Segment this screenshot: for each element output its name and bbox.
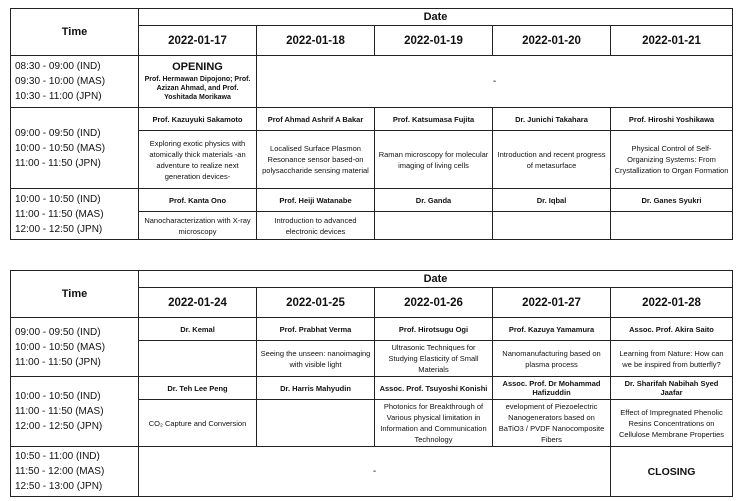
time-slot xyxy=(11,189,139,240)
talk-topic: evelopment of Piezoelectric Nanogenerators based on BaTiO3 / PVDF Nanocomposite Fibers xyxy=(493,400,611,447)
speaker-name: Dr. Ganes Syukri xyxy=(611,189,733,212)
time-ind: 09:00 - 09:50 (IND) xyxy=(15,127,101,139)
time-jpn: 12:50 - 13:00 (JPN) xyxy=(15,481,103,492)
talk-topic xyxy=(375,212,493,240)
opening-speakers: Prof. Hermawan Dipojono; Prof. Azizan Ahmad, and Prof. Yoshitada Morikawa xyxy=(144,76,251,101)
time-jpn: 12:00 - 12:50 (JPN) xyxy=(15,223,103,235)
date-cell: 2022-01-20 xyxy=(493,26,611,56)
time-slot xyxy=(11,447,139,497)
date-cell: 2022-01-28 xyxy=(611,288,733,318)
time-ind: 10:00 - 10:50 (IND) xyxy=(15,193,101,205)
talk-topic: Introduction to advanced electronic devices xyxy=(257,212,375,240)
time-ind: 10:00 - 10:50 (IND) xyxy=(15,391,101,402)
speaker-name: Assoc. Prof. Tsuyoshi Konishi xyxy=(375,377,493,400)
empty-marker: - xyxy=(139,447,611,497)
date-cell: 2022-01-17 xyxy=(139,26,257,56)
time-mas: 10:00 - 10:50 (MAS) xyxy=(15,142,106,154)
speaker-name: Prof. Prabhat Verma xyxy=(257,318,375,341)
speaker-name: Prof. Hiroshi Yoshikawa xyxy=(611,108,733,131)
time-ind: 09:00 - 09:50 (IND) xyxy=(15,326,101,338)
talk-topic xyxy=(139,341,257,377)
speaker-name: Dr. Junichi Takahara xyxy=(493,108,611,131)
opening-title: OPENING xyxy=(172,61,223,73)
talk-topic xyxy=(493,212,611,240)
talk-topic: Introduction and recent progress of metasurface xyxy=(493,131,611,189)
date-cell: 2022-01-18 xyxy=(257,26,375,56)
speaker-name: Dr. Iqbal xyxy=(493,189,611,212)
talk-topic: CO₂ Capture and Conversion xyxy=(139,400,257,447)
talk-topic xyxy=(257,400,375,447)
time-jpn: 12:00 - 12:50 (JPN) xyxy=(15,421,103,432)
time-ind: 10:50 - 11:00 (IND) xyxy=(15,451,100,462)
talk-topic: Nanocharacterization with X-ray microscopy xyxy=(139,212,257,240)
schedule-table-week1 xyxy=(10,8,733,240)
date-cell: 2022-01-26 xyxy=(375,288,493,318)
time-header: Time xyxy=(11,271,139,318)
speaker-name: Prof. Hirotsugu Ogi xyxy=(375,318,493,341)
date-cell: 2022-01-27 xyxy=(493,288,611,318)
speaker-name: Dr. Ganda xyxy=(375,189,493,212)
speaker-name: Dr. Kemal xyxy=(139,318,257,341)
date-cell: 2022-01-24 xyxy=(139,288,257,318)
time-mas: 11:00 - 11:50 (MAS) xyxy=(15,406,104,417)
talk-topic: Raman microscopy for molecular imaging of living cells xyxy=(375,131,493,189)
closing-cell: CLOSING xyxy=(611,447,733,497)
speaker-name: Prof Ahmad Ashrif A Bakar xyxy=(257,108,375,131)
talk-topic: Learning from Nature: How can we be inspired from butterfly? xyxy=(611,341,733,377)
speaker-name: Dr. Harris Mahyudin xyxy=(257,377,375,400)
time-jpn: 11:00 - 11:50 (JPN) xyxy=(15,157,101,169)
empty-marker: - xyxy=(257,56,733,108)
time-header: Time xyxy=(11,9,139,56)
time-mas: 11:50 - 12:00 (MAS) xyxy=(15,466,105,477)
talk-topic: Effect of Impregnated Phenolic Resins Concentrations on Cellulose Membrane Properties xyxy=(611,400,733,447)
date-header: Date xyxy=(139,271,733,288)
speaker-name: Prof. Kazuya Yamamura xyxy=(493,318,611,341)
time-jpn: 10:30 - 11:00 (JPN) xyxy=(15,91,102,102)
speaker-name: Prof. Heiji Watanabe xyxy=(257,189,375,212)
time-mas: 10:00 - 10:50 (MAS) xyxy=(15,341,106,353)
talk-topic: Physical Control of Self-Organizing Systems: From Crystallization to Organ Formation xyxy=(611,131,733,189)
opening-cell xyxy=(139,56,257,108)
speaker-name: Dr. Sharifah Nabihah Syed Jaafar xyxy=(611,377,733,400)
speaker-name: Dr. Teh Lee Peng xyxy=(139,377,257,400)
talk-topic: Nanomanufacturing based on plasma process xyxy=(493,341,611,377)
speaker-name: Prof. Kazuyuki Sakamoto xyxy=(139,108,257,131)
talk-topic: Localised Surface Plasmon Resonance sensor based-on polysaccharide sensing material xyxy=(257,131,375,189)
talk-topic: Exploring exotic physics with atomically thick materials -an adventure to realize next generation devices- xyxy=(139,131,257,189)
talk-topic: Photonics for Breakthrough of Various physical limitation in Information and Communication Technology xyxy=(375,400,493,447)
time-jpn: 11:00 - 11:50 (JPN) xyxy=(15,356,101,368)
talk-topic: Seeing the unseen: nanoimaging with visible light xyxy=(257,341,375,377)
time-ind: 08:30 - 09:00 (IND) xyxy=(15,61,101,72)
talk-topic xyxy=(611,212,733,240)
date-cell: 2022-01-25 xyxy=(257,288,375,318)
time-mas: 11:00 - 11:50 (MAS) xyxy=(15,208,104,220)
time-slot xyxy=(11,377,139,447)
date-cell: 2022-01-21 xyxy=(611,26,733,56)
speaker-name: Assoc. Prof. Dr Mohammad Hafizuddin xyxy=(493,377,611,400)
speaker-name: Prof. Kanta Ono xyxy=(139,189,257,212)
speaker-name: Assoc. Prof. Akira Saito xyxy=(611,318,733,341)
time-slot xyxy=(11,56,139,108)
date-header: Date xyxy=(139,9,733,26)
talk-topic: Ultrasonic Techniques for Studying Elasticity of Small Materials xyxy=(375,341,493,377)
speaker-name: Prof. Katsumasa Fujita xyxy=(375,108,493,131)
time-slot xyxy=(11,318,139,377)
schedule-table-week2 xyxy=(10,270,733,497)
time-mas: 09:30 - 10:00 (MAS) xyxy=(15,76,106,87)
time-slot xyxy=(11,108,139,189)
date-cell: 2022-01-19 xyxy=(375,26,493,56)
